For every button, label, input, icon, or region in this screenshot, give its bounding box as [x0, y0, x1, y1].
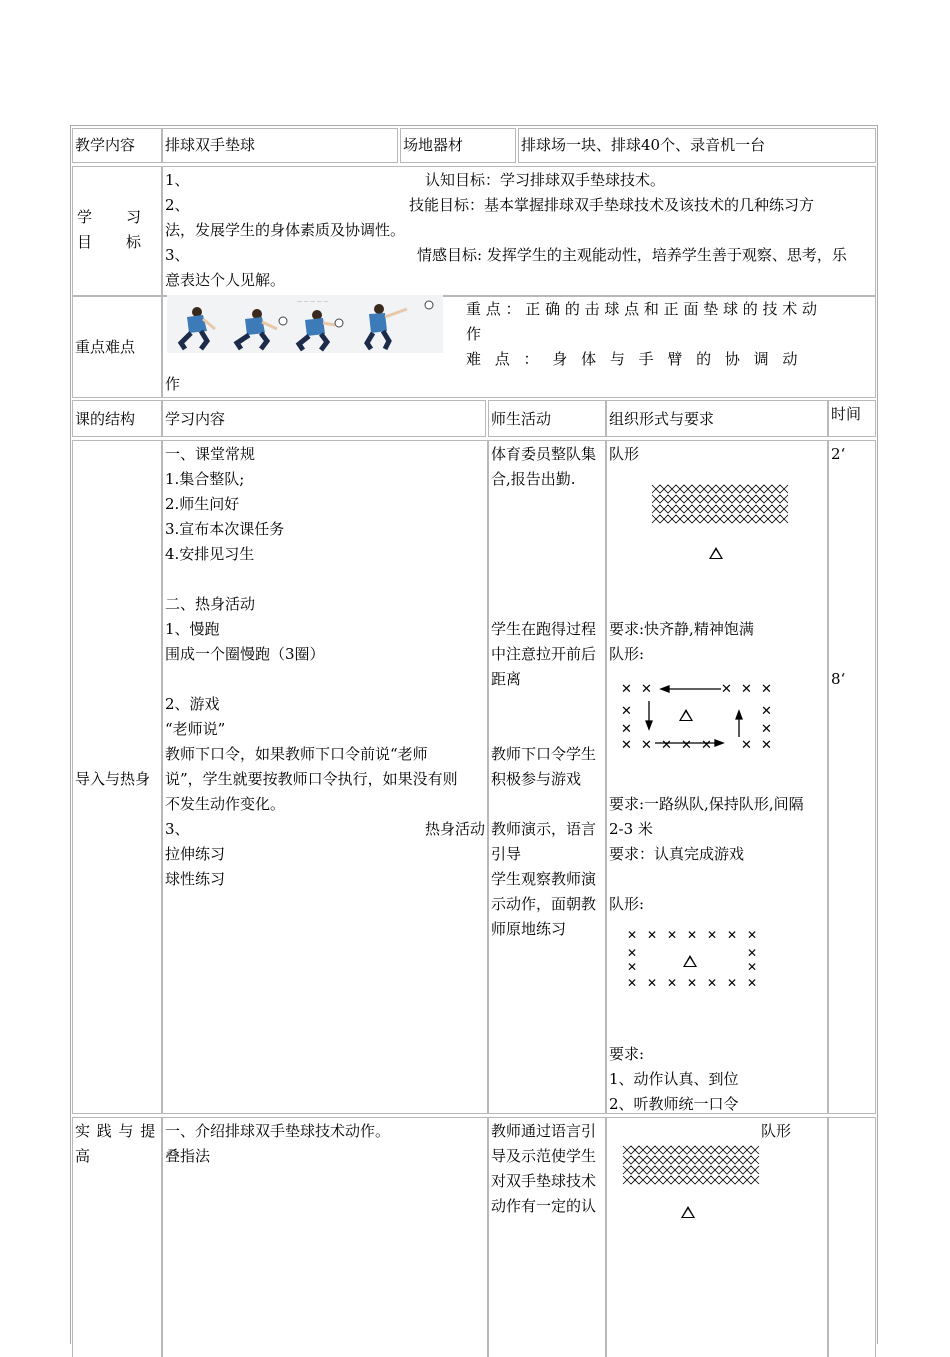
svg-text:✕: ✕: [747, 946, 758, 960]
intro-time-cell: [828, 440, 876, 1114]
practice-line-2: 叠指法: [165, 1147, 211, 1165]
structure-col3: 师生活动: [491, 410, 552, 428]
org-formation-2: 队形:: [609, 645, 645, 663]
structure-col5: 时间: [831, 405, 862, 423]
svg-text:✕: ✕: [747, 976, 758, 990]
practice-time-cell: [828, 1117, 876, 1357]
difficulty-line1: 难 点 ： 身 体 与 手 臂 的 协 调 动: [466, 350, 798, 368]
intro-line-2: 1.集合整队;: [165, 470, 245, 488]
structure-col4: 组织形式与要求: [609, 410, 715, 428]
triangle-teacher-icon-3: [683, 955, 697, 967]
keypoints-content-cell: [162, 296, 876, 398]
objective-1-text: 认知目标：学习排球双手垫球技术。: [425, 171, 666, 189]
cross-student-icon: [621, 682, 772, 753]
venue-value: 排球场一块、排球40个、录音机一台: [521, 136, 766, 154]
intro-activity-cell: [488, 440, 606, 1114]
content-value: 排球双手垫球: [165, 136, 256, 154]
objective-2-cont: 法，发展学生的身体素质及协调性。: [165, 221, 406, 239]
structure-col2: 学习内容: [165, 410, 226, 428]
venue-value-cell: [518, 128, 876, 163]
venue-label: 场地器材: [403, 136, 464, 154]
svg-text:✕: ✕: [707, 928, 718, 942]
svg-text:✕: ✕: [641, 738, 652, 753]
activity-3-line-2: 积极参与游戏: [491, 770, 582, 788]
org-req-1: 要求:快齐静,精神饱满: [609, 620, 754, 638]
activity-2-line-3: 距离: [491, 670, 522, 688]
triangle-teacher-icon: [709, 547, 723, 559]
svg-text:✕: ✕: [707, 976, 718, 990]
keypoints-label: 重点难点: [75, 338, 136, 356]
keypoints-label-cell: [72, 296, 162, 398]
objective-3-num: 3、: [165, 246, 190, 264]
intro-content-cell: [162, 440, 488, 1114]
intro-label-cell: [72, 440, 162, 1114]
svg-text:✕: ✕: [701, 738, 712, 753]
org-req-4-item2: 2、听教师统一口令: [609, 1095, 739, 1113]
org-req-4: 要求:: [609, 1045, 645, 1063]
content-label: 教学内容: [75, 136, 136, 154]
svg-text:✕: ✕: [687, 928, 698, 942]
intro-line-11: 2、游戏: [165, 695, 220, 713]
svg-text:✕: ✕: [621, 704, 632, 719]
svg-text:✕: ✕: [681, 738, 692, 753]
intro-line-7: 二、热身活动: [165, 595, 256, 613]
svg-text:✕: ✕: [721, 682, 732, 697]
org-req-3: 要求：认真完成游戏: [609, 845, 745, 863]
activity-1-line-1: 体育委员整队集: [491, 445, 597, 463]
item3-num: 3、: [165, 820, 190, 838]
venue-label-cell: [400, 128, 516, 163]
intro-org-cell: [606, 440, 828, 1114]
svg-text:✕: ✕: [627, 946, 638, 960]
intro-line-14: 说”，学生就要按教师口令执行，如果没有则: [165, 770, 458, 788]
svg-text:✕: ✕: [627, 976, 638, 990]
svg-text:✕: ✕: [761, 738, 772, 753]
formation-grid-2: [623, 1144, 759, 1190]
svg-text:✕: ✕: [687, 976, 698, 990]
formation-grid-1: [652, 483, 788, 529]
svg-text:✕: ✕: [621, 738, 632, 753]
svg-text:✕: ✕: [727, 928, 738, 942]
svg-text:✕: ✕: [761, 682, 772, 697]
key-point-line2: 作: [466, 325, 482, 343]
time-2: 8‘: [831, 670, 846, 688]
activity-4-line-3: 学生观察教师演: [491, 870, 597, 888]
objective-2-text: 技能目标：基本掌握排球双手垫球技术及该技术的几种练习方: [409, 196, 815, 214]
svg-text:✕: ✕: [727, 976, 738, 990]
activity-2-line-1: 学生在跑得过程: [491, 620, 597, 638]
practice-activity-3: 对双手垫球技术: [491, 1172, 597, 1190]
activity-4-line-1: 教师演示，语言: [491, 820, 597, 838]
volleyball-figure-image: [167, 295, 443, 353]
practice-label-line2: 高: [75, 1147, 91, 1165]
practice-content-cell: [162, 1117, 488, 1357]
svg-text:✕: ✕: [761, 704, 772, 719]
intro-line-4: 3.宣布本次课任务: [165, 520, 285, 538]
svg-text:✕: ✕: [627, 960, 638, 974]
org-formation-3: 队形:: [609, 895, 645, 913]
svg-text:✕: ✕: [667, 976, 678, 990]
svg-text:✕: ✕: [621, 722, 632, 737]
activity-4-line-4: 示动作，面朝教: [491, 895, 597, 913]
item3-title: 热身活动: [425, 820, 486, 838]
svg-text:✕: ✕: [647, 976, 658, 990]
org-req-2a: 要求:一路纵队,保持队形,间隔: [609, 795, 804, 813]
intro-line-9: 围成一个圈慢跑（3圈）: [165, 645, 325, 663]
intro-line-1: 一、课堂常规: [165, 445, 256, 463]
org-req-2b: 2-3 米: [609, 820, 653, 838]
intro-line-5: 4.安排见习生: [165, 545, 255, 563]
practice-org-cell: [606, 1117, 828, 1357]
svg-text:✕: ✕: [747, 960, 758, 974]
practice-activity-cell: [488, 1117, 606, 1357]
objective-2-num: 2、: [165, 196, 190, 214]
svg-text:✕: ✕: [661, 738, 672, 753]
activity-1-line-2: 合,报告出勤.: [491, 470, 576, 488]
content-label-cell: [72, 128, 162, 163]
time-1: 2‘: [831, 445, 846, 463]
activity-4-line-5: 师原地练习: [491, 920, 567, 938]
practice-activity-4: 动作有一定的认: [491, 1197, 597, 1215]
structure-col5-cell: [828, 400, 876, 437]
intro-line-3: 2.师生问好: [165, 495, 240, 513]
key-point-line1: 重 点 ： 正 确 的 击 球 点 和 正 面 垫 球 的 技 术 动: [466, 300, 818, 318]
intro-line-12: “老师说”: [165, 720, 226, 738]
content-value-cell: [162, 128, 398, 163]
svg-text:✕: ✕: [621, 682, 632, 697]
practice-activity-1: 教师通过语言引: [491, 1122, 597, 1140]
structure-col1: 课的结构: [75, 410, 136, 428]
activity-2-line-2: 中注意拉开前后: [491, 645, 597, 663]
practice-line-1: 一、介绍排球双手垫球技术动作。: [165, 1122, 391, 1140]
svg-text:✕: ✕: [747, 928, 758, 942]
item3-line-2: 球性练习: [165, 870, 226, 888]
objective-3-text: 情感目标: 发挥学生的主观能动性，培养学生善于观察、思考，乐: [417, 246, 847, 264]
difficulty-line2: 作: [165, 375, 181, 393]
structure-col3-cell: [488, 400, 606, 437]
structure-col2-cell: [162, 400, 486, 437]
svg-text:✕: ✕: [647, 928, 658, 942]
objective-1-num: 1、: [165, 171, 190, 189]
structure-col1-cell: [72, 400, 162, 437]
triangle-teacher-icon-4: [681, 1206, 695, 1218]
practice-formation: 队形: [761, 1122, 792, 1140]
svg-text:✕: ✕: [667, 928, 678, 942]
objectives-label-cell: [72, 166, 162, 296]
svg-text:✕: ✕: [761, 722, 772, 737]
activity-3-line-1: 教师下口令学生: [491, 745, 597, 763]
triangle-teacher-icon-2: [679, 709, 693, 721]
svg-text:✕: ✕: [741, 682, 752, 697]
svg-text:✕: ✕: [641, 682, 652, 697]
intro-label: 导入与热身: [75, 770, 151, 788]
item3-line-1: 拉伸练习: [165, 845, 226, 863]
svg-text:✕: ✕: [627, 928, 638, 942]
objectives-label-line2: 目 标: [77, 233, 141, 251]
svg-text:— — — — —: — — — — —: [297, 299, 329, 305]
org-req-4-item1: 1、动作认真、到位: [609, 1070, 739, 1088]
org-formation-1: 队形: [609, 445, 640, 463]
objectives-content-cell: [162, 166, 876, 296]
intro-line-13: 教师下口令，如果教师下口令前说“老师: [165, 745, 428, 763]
intro-line-15: 不发生动作变化。: [165, 795, 286, 813]
practice-label-cell: [72, 1117, 162, 1357]
activity-4-line-2: 引导: [491, 845, 522, 863]
running-formation-diagram: [621, 681, 771, 751]
objective-3-cont: 意表达个人见解。: [165, 271, 286, 289]
structure-col4-cell: [606, 400, 828, 437]
intro-line-8: 1、慢跑: [165, 620, 220, 638]
objectives-label-line1: 学 习: [77, 208, 141, 226]
practice-label-line1: 实 践 与 提: [75, 1122, 156, 1140]
svg-text:✕: ✕: [741, 738, 752, 753]
practice-activity-2: 导及示范使学生: [491, 1147, 597, 1165]
